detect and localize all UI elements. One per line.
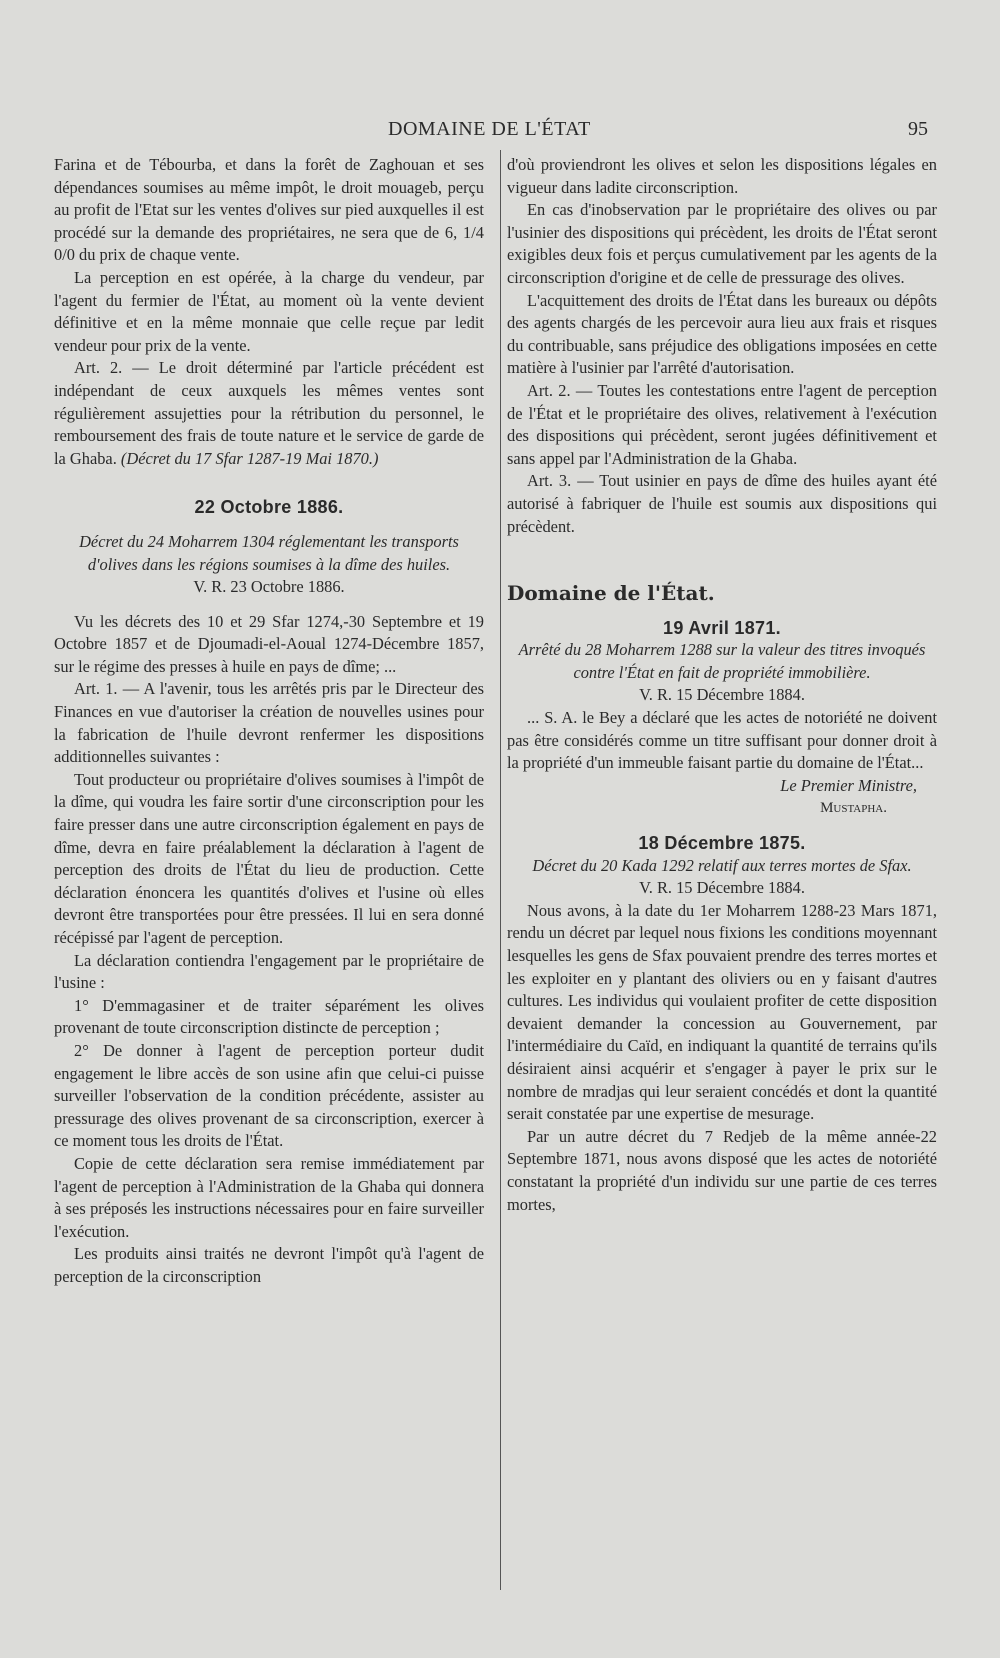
vr-reference: V. R. 15 Décembre 1884. bbox=[639, 878, 805, 898]
paragraph: 2° De donner à l'agent de perception porteur dudit engagement le libre accès de son usine afin que celui-ci puisse surveiller l'observation de la condition précédente, assister au pressurage des olives provenant de sa circonscription, exercer à ce moment tous les droits de l'État. bbox=[54, 1040, 484, 1151]
paragraph: Tout producteur ou propriétaire d'olives soumises à l'impôt de la dîme, qui voudra les faire sortir d'une circonscription pour les faire presser dans une autre circonscription également en pays de dîme, devra en faire préalablement la déclaration à l'agent de perception des droits de l'État du lieu de production. Cette déclaration énoncera les quantités d'olives et l'usine où elles devront être transportées pour être pressées. Il lui en sera donné récépissé par l'agent de perception. bbox=[54, 769, 484, 947]
paragraph: Art. 2. — Toutes les contestations entre l'agent de perception de l'État et le propriétaire des olives, relativement à l'exécution des dispositions qui précèdent, seront jugées définitivement et sans appel par l'Administration de la Ghaba. bbox=[507, 380, 937, 468]
section-date: 19 Avril 1871. bbox=[663, 617, 781, 638]
paragraph: Art. 3. — Tout usinier en pays de dîme des huiles ayant été autorisé à fabriquer de l'huile est soumis aux dispositions qui précèdent. bbox=[507, 471, 937, 536]
paragraph: L'acquittement des droits de l'État dans les bureaux ou dépôts des agents chargés de les percevoir aura lieu aux frais et risques du contribuable, sans préjudice des obligations imposées en cette matière à l'usinier par l'arrêté d'autorisation. bbox=[507, 290, 937, 378]
vr-reference: V. R. 15 Décembre 1884. bbox=[639, 685, 805, 705]
paragraph: Art. 1. — A l'avenir, tous les arrêtés pris par le Directeur des Finances en vue d'autoriser la création de nouvelles usines pour la fabrication de l'huile devront renfermer les dispositions additionnelles suivantes : bbox=[54, 679, 484, 767]
decree-title: Décret du 24 Moharrem 1304 réglementant les transports d'olives dans les régions soumises à la dîme des huiles. bbox=[79, 531, 459, 574]
section-date: 22 Octobre 1886. bbox=[194, 497, 344, 518]
left-column bbox=[54, 154, 484, 1289]
paragraph: Copie de cette déclaration sera remise immédiatement par l'agent de perception à l'Administration de la Ghaba qui donnera à ses préposés les instructions nécessaires pour en faire surveiller l'exécution. bbox=[54, 1153, 484, 1241]
decree-title: Décret du 20 Kada 1292 relatif aux terres mortes de Sfax. bbox=[532, 855, 912, 875]
signature-name: Mustapha. bbox=[820, 800, 887, 817]
paragraph: La déclaration contiendra l'engagement par le propriétaire de l'usine : bbox=[54, 950, 484, 993]
article-text: Art. 2. — Le droit déterminé par l'article précédent est indépendant de ceux auxquels les mêmes ventes sont régulièrement assujetties pour la rétribution du personnel, le remboursement des frais de toute nature et le service de garde de la Ghaba. bbox=[54, 358, 484, 468]
paragraph bbox=[54, 357, 484, 470]
section-heading: Domaine de l'État. bbox=[507, 581, 715, 606]
paragraph: Vu les décrets des 10 et 29 Sfar 1274,-30 Septembre et 19 Octobre 1857 et de Djoumadi-el-Aoual 1274-Décembre 1857, sur le régime des presses à huile en pays de dîme; ... bbox=[54, 611, 484, 676]
paragraph: En cas d'inobservation par le propriétaire des olives ou par l'usinier des dispositions qui précèdent, les droits de l'État seront exigibles deux fois et perçus cumulativement par les agents de la circonscription d'origine et de celle de pressurage des olives. bbox=[507, 200, 937, 287]
paragraph: Les produits ainsi traités ne devront l'impôt qu'à l'agent de perception de la circonscription bbox=[54, 1244, 484, 1286]
column-divider bbox=[500, 150, 501, 1590]
signature-title bbox=[507, 775, 937, 798]
paragraph: 1° D'emmagasiner et de traiter séparément les olives provenant de toute circonscription distincte de perception ; bbox=[54, 995, 484, 1038]
running-title: DOMAINE DE L'ÉTAT bbox=[388, 118, 591, 140]
vr-reference: V. R. 23 Octobre 1886. bbox=[193, 577, 345, 597]
decree-reference: (Décret du 17 Sfar 1287-19 Mai 1870.) bbox=[120, 448, 379, 468]
paragraph: Farina et de Tébourba, et dans la forêt de Zaghouan et ses dépendances soumises au même impôt, le droit mouageb, perçu au profit de l'Etat sur les ventes d'olives sur pied auxquelles il est procédé sur la demande des propriétaires, ne sera que de 6, 1/4 0/0 du prix de chaque vente. bbox=[54, 155, 484, 265]
page-number: 95 bbox=[908, 118, 928, 140]
running-header bbox=[0, 118, 1000, 146]
signature-title-text: Le Premier Ministre, bbox=[780, 775, 917, 795]
right-column bbox=[507, 154, 937, 1216]
paragraph: Nous avons, à la date du 1er Moharrem 1288-23 Mars 1871, rendu un décret par lequel nous fixions les conditions moyennant lesquelles les gens de Sfax pouvaient prendre des terres mortes et les exploiter en y plantant des oliviers ou en y faisant d'autres cultures. Les individus qui voulaient profiter de cette disposition devaient demander la concession au Gouvernement, par l'intermédiaire du Caïd, en indiquant la quantité de terrains qu'ils désiraient ainsi acquérir et s'engager à payer le prix sur le nombre de mradjas qui leur seraient concédés et dont la quantité serait constatée par une expertise de mesurage. bbox=[507, 900, 937, 1124]
paragraph: Par un autre décret du 7 Redjeb de la même année-22 Septembre 1871, nous avons disposé que les actes de notoriété constatant la propriété d'un individu sur une partie de ces terres mortes, bbox=[507, 1126, 937, 1214]
section-date: 18 Décembre 1875. bbox=[638, 833, 806, 854]
paragraph: d'où proviendront les olives et selon les dispositions légales en vigueur dans ladite circonscription. bbox=[507, 155, 937, 197]
paragraph: La perception en est opérée, à la charge du vendeur, par l'agent du fermier de l'État, au moment où la vente devient définitive et en la même monnaie que celle reçue par ledit vendeur pour prix de la vente. bbox=[54, 267, 484, 355]
decree-title: Arrêté du 28 Moharrem 1288 sur la valeur des titres invoqués contre l'État en fait de propriété immobilière. bbox=[518, 640, 926, 682]
paragraph: ... S. A. le Bey a déclaré que les actes de notoriété ne doivent pas être considérés comme un titre suffisant pour donner droit à la propriété d'un immeuble faisant partie du domaine de l'État... bbox=[507, 708, 937, 773]
